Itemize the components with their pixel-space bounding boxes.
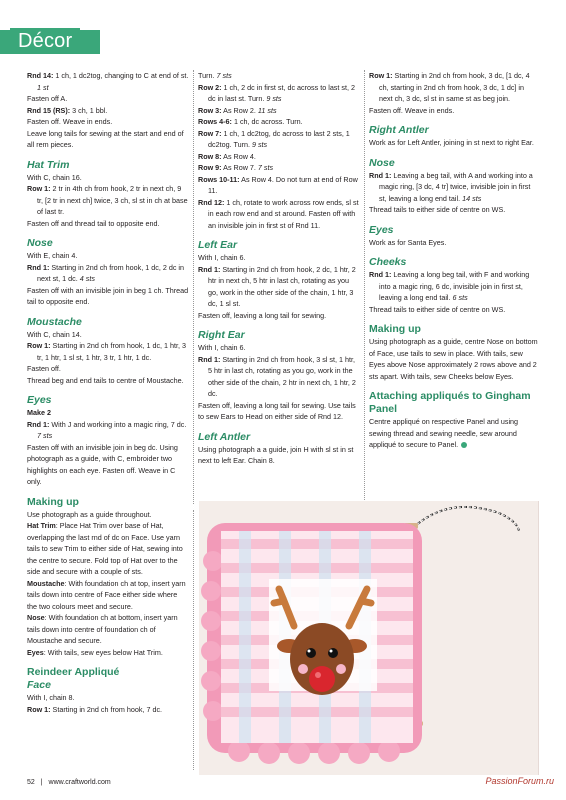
- heading-nose-2: Nose: [369, 156, 395, 169]
- heading-right-antler: Right Antler: [369, 124, 429, 136]
- instruction-paragraph: [27, 70, 189, 93]
- instruction-paragraph: [27, 340, 189, 363]
- instruction-paragraph: [198, 354, 360, 400]
- instruction-paragraph: [198, 105, 360, 117]
- heading-left-ear: Left Ear: [198, 239, 238, 251]
- step-text: Fasten off. Weave in ends.: [27, 117, 113, 126]
- step-text: Thread tails to either side of centre on WS.: [369, 304, 506, 314]
- step-label: Rnd 1:: [27, 262, 50, 272]
- step-text: Thread beg and end tails to centre of Moustache.: [27, 375, 184, 385]
- step-text: Leaving a long beg tail, with F and working into a magic ring, 6 dc, invisible join in first st, leaving a long end tail.: [379, 270, 530, 302]
- instruction-paragraph: [27, 218, 189, 230]
- heading-reindeer-applique: Reindeer Appliqué: [27, 666, 120, 678]
- step-label: Nose: [27, 613, 45, 622]
- step-text: Using photograph as a guide, centre Nose on bottom of Face, use tails to sew in place. With tails, sew Eyes above Nose approximately 2 rows above and 2 sts apart. With tails, sew Cheeks below Eyes.: [369, 337, 538, 381]
- watermark: PassionForum.ru: [485, 776, 554, 786]
- heading-cheeks: Cheeks: [369, 256, 407, 268]
- step-text: Starting in 2nd ch from hook, 3 sl st, 1 htr, 5 htr in last ch, rotating as you go, work in the other side of the chain, 2 htr in next ch, 1 htr, 2 dc.: [208, 354, 356, 398]
- instruction-paragraph: [27, 419, 189, 442]
- step-label: Rnd 1:: [27, 419, 50, 429]
- step-text: Thread tails to either side of centre on WS.: [369, 205, 506, 214]
- instruction-paragraph: [27, 578, 189, 613]
- heading-attaching-appliques: Attaching appliqués to Gingham Panel: [369, 390, 531, 415]
- step-text: : With tails, sew eyes below Hat Trim.: [43, 647, 163, 657]
- step-label: Rnd 1:: [198, 354, 221, 364]
- instruction-paragraph: [198, 264, 360, 310]
- instruction-paragraph: [369, 170, 539, 205]
- step-text: With I, chain 6.: [198, 343, 246, 352]
- step-text: As Row 2.: [221, 105, 258, 115]
- stitch-count: 11 sts: [257, 105, 277, 115]
- step-label: Row 8:: [198, 151, 222, 161]
- footer-url[interactable]: www.craftworld.com: [48, 779, 111, 786]
- heading-eyes-2: Eyes: [369, 223, 394, 236]
- step-text: Fasten off and thread tail to opposite end.: [27, 218, 160, 228]
- step-text: As Row 4. Do not turn at end of Row 11.: [208, 174, 358, 195]
- step-text: With C, chain 14.: [27, 329, 82, 339]
- step-text: 2 tr in 4th ch from hook, 2 tr in next ch, 9 tr, [2 tr in next ch] twice, 3 ch, sl st in ch at base of last tr.: [37, 184, 188, 216]
- step-text: As Row 4.: [221, 151, 256, 161]
- step-label: Rnd 15 (RS):: [27, 105, 71, 115]
- instruction-paragraph: [27, 262, 189, 285]
- step-label: Row 3:: [198, 105, 222, 115]
- instruction-paragraph: [369, 105, 539, 117]
- step-text: Fasten off.: [27, 364, 61, 373]
- instruction-paragraph: [198, 310, 360, 322]
- instruction-paragraph: [27, 407, 189, 419]
- step-label: Rnd 1:: [369, 270, 392, 279]
- step-text: Use photograph as a guide throughout.: [27, 509, 152, 519]
- instruction-paragraph: [27, 704, 189, 716]
- instruction-paragraph: [27, 183, 189, 218]
- instruction-paragraph: [27, 647, 189, 659]
- step-label: Eyes: [27, 647, 44, 657]
- instruction-paragraph: [198, 82, 360, 105]
- step-label: Rnd 12:: [198, 197, 225, 207]
- header-bar: [0, 0, 566, 60]
- instruction-paragraph: [369, 336, 539, 382]
- instruction-paragraph: [27, 285, 189, 308]
- stitch-count: 4 sts: [79, 274, 95, 283]
- stitch-count: 6 sts: [452, 293, 468, 302]
- instruction-paragraph: [27, 329, 189, 341]
- column-3: [369, 70, 539, 451]
- instruction-paragraph: [369, 204, 539, 216]
- step-label: Rnd 1:: [369, 170, 392, 180]
- heading-right-ear: Right Ear: [198, 329, 245, 341]
- instruction-paragraph: [27, 509, 189, 521]
- heading-nose: Nose: [27, 237, 53, 249]
- instruction-paragraph: [27, 363, 189, 375]
- step-text: Fasten off. Weave in ends.: [369, 105, 455, 115]
- instruction-paragraph: [198, 252, 360, 264]
- step-text: With J and working into a magic ring, 7 dc.: [49, 419, 187, 429]
- instruction-paragraph: [198, 400, 360, 423]
- stitch-count: 7 sts: [216, 71, 232, 80]
- page-number: 52: [27, 779, 35, 786]
- page-footer: [27, 779, 111, 786]
- step-text: 1 ch, 1 dc2tog, changing to C at end of st.: [53, 71, 189, 80]
- step-label: Row 1:: [369, 71, 393, 80]
- step-text: Fasten off A.: [27, 94, 68, 103]
- step-text: With I, chain 8.: [27, 693, 75, 702]
- reindeer-panel-photo: [199, 501, 538, 775]
- column-divider: [193, 70, 194, 504]
- instruction-paragraph: [27, 116, 189, 128]
- instruction-paragraph: [27, 250, 189, 262]
- instruction-paragraph: [198, 174, 360, 197]
- footer-separator: |: [40, 779, 43, 786]
- step-label: Row 1:: [27, 184, 51, 193]
- column-2: [198, 70, 360, 467]
- step-text: Turn.: [198, 71, 217, 80]
- instruction-paragraph: [198, 197, 360, 232]
- step-text: Starting in 2nd ch from hook, 1 dc, 2 dc in next st, 1 dc.: [37, 262, 184, 283]
- column-divider: [193, 510, 194, 770]
- step-label: Row 7:: [198, 128, 222, 138]
- step-text: Starting in 2nd ch from hook, 3 dc, [1 dc, 4 ch, starting in 2nd ch from hook, 3 dc, 1 dc] in next ch, 3 dc, sl st in same st as beg join.: [379, 71, 530, 103]
- step-label: Rows 4-6:: [198, 117, 232, 126]
- instruction-paragraph: [27, 520, 189, 578]
- stitch-count: 7 sts: [37, 431, 53, 440]
- stitch-count: 9 sts: [266, 94, 282, 103]
- instruction-paragraph: [198, 116, 360, 128]
- step-text: 1 ch, dc across. Turn.: [231, 117, 303, 126]
- step-label: Rnd 1:: [198, 264, 221, 274]
- stitch-count: 14 sts: [462, 193, 482, 203]
- step-text: : Place Hat Trim over base of Hat, overlapping the last rnd of dc on Face. Use yarn tails to sew Trim to either side of Hat, sewing into the centre to secure. Fold top of Hat over to the side and secure with a couple of sts.: [27, 521, 183, 576]
- instruction-paragraph: [27, 442, 189, 488]
- product-photo: [199, 501, 539, 775]
- heading-making-up-2: Making up: [369, 323, 421, 335]
- instruction-paragraph: [369, 304, 539, 316]
- instruction-paragraph: [369, 416, 539, 451]
- step-text: Fasten off with an invisible join in beg 1 ch. Thread tail to opposite end.: [27, 285, 189, 306]
- instruction-paragraph: [198, 342, 360, 354]
- step-text: With C, chain 16.: [27, 172, 82, 182]
- stitch-count: 1 st: [37, 82, 49, 92]
- instruction-paragraph: [369, 70, 539, 105]
- article-end-icon: [461, 442, 467, 448]
- column-1: [27, 70, 189, 715]
- step-label: Row 1:: [27, 341, 51, 350]
- step-text: Fasten off with an invisible join in beg dc. Using photograph as a guide, with C, embroider two highlights on each eye. Fasten off. Weave in C only.: [27, 442, 178, 486]
- heading-making-up: Making up: [27, 495, 79, 508]
- step-label: Hat Trim: [27, 521, 56, 530]
- instruction-paragraph: [27, 612, 189, 647]
- step-text: : With foundation ch at top, insert yarn tails down into centre of Face either side where the two colours meet and secure.: [27, 578, 186, 611]
- step-text: Fasten off, leaving a long tail for sewing. Use tails to sew Ears to Head on either side of Rnd 12.: [198, 400, 356, 421]
- instruction-paragraph: [27, 93, 189, 105]
- step-text: 1 ch, 2 dc in first st, dc across to last st, 2 dc in last st. Turn.: [208, 82, 355, 103]
- instruction-paragraph: [27, 172, 189, 184]
- step-text: 1 ch, 1 dc2tog, dc across to last 2 sts, 1 dc2tog. Turn.: [208, 128, 350, 149]
- step-text: With E, chain 4.: [27, 251, 78, 260]
- step-text: As Row 7.: [221, 163, 258, 172]
- heading-moustache: Moustache: [27, 315, 82, 328]
- heading-face: Face: [27, 679, 51, 691]
- step-text: : With foundation ch at bottom, insert yarn tails down into centre of foundation ch of Moustache and secure.: [27, 613, 178, 645]
- step-label: Row 1:: [27, 704, 51, 714]
- step-label: Make 2: [27, 408, 51, 417]
- stitch-count: 9 sts: [251, 140, 268, 149]
- step-label: Rows 10-11:: [198, 174, 240, 184]
- instruction-paragraph: [369, 137, 539, 149]
- step-text: Fasten off, leaving a long tail for sewing.: [198, 310, 327, 320]
- heading-hat-trim: Hat Trim: [27, 158, 70, 171]
- step-text: Work as for Santa Eyes.: [369, 237, 447, 247]
- heading-eyes: Eyes: [27, 394, 52, 406]
- step-text: Starting in 2nd ch from hook, 7 dc.: [50, 704, 163, 714]
- step-text: With I, chain 6.: [198, 253, 246, 262]
- step-text: Starting in 2nd ch from hook, 1 dc, 1 htr, 3 tr, 1 htr, 1 sl st, 1 htr, 3 tr, 1 htr, 1 dc.: [37, 341, 187, 362]
- instruction-paragraph: [369, 237, 539, 249]
- step-text: Using photograph a a guide, join H with sl st in st next to left Ear. Chain 8.: [198, 444, 354, 465]
- step-label: Rnd 14:: [27, 71, 54, 80]
- step-text: Leaving a beg tail, with A and working into a magic ring, [3 dc, 4 tr] twice, invisible join in first st, leaving a long end tail.: [379, 170, 533, 203]
- step-text: Leave long tails for sewing at the start and end of all rem pieces.: [27, 128, 184, 149]
- step-text: 3 ch, 1 bbl.: [70, 105, 108, 115]
- step-text: Work as for Left Antler, joining in st next to right Ear.: [369, 138, 534, 147]
- section-tag: Décor: [10, 28, 80, 54]
- step-text: Starting in 2nd ch from hook, 2 dc, 1 htr, 2 htr in next ch, 5 htr in last ch, rotating as you go, work in the other side of the chain, 1 htr, 3 dc, 1 sl st.: [208, 264, 356, 308]
- column-divider: [364, 70, 365, 504]
- instruction-paragraph: [369, 269, 539, 304]
- instruction-paragraph: [27, 128, 189, 151]
- instruction-paragraph: [198, 70, 360, 82]
- instruction-paragraph: [27, 692, 189, 704]
- step-text: Centre appliqué on respective Panel and using sewing thread and sewing needle, sew around appliqué to secure to Panel.: [369, 417, 519, 449]
- instruction-paragraph: [198, 162, 360, 174]
- heading-left-antler: Left Antler: [198, 430, 251, 443]
- stitch-count: 7 sts: [257, 163, 274, 172]
- instruction-paragraph: [27, 375, 189, 387]
- step-text: 1 ch, rotate to work across row ends, sl st in each row end and st around. Fasten off with an invisible join in first st of Rnd 11.: [208, 197, 359, 230]
- step-label: Moustache: [27, 578, 65, 588]
- step-label: Row 2:: [198, 82, 222, 92]
- instruction-paragraph: [27, 105, 189, 117]
- step-label: Row 9:: [198, 163, 222, 172]
- instruction-paragraph: [198, 444, 360, 467]
- instruction-paragraph: [198, 151, 360, 163]
- instruction-paragraph: [198, 128, 360, 151]
